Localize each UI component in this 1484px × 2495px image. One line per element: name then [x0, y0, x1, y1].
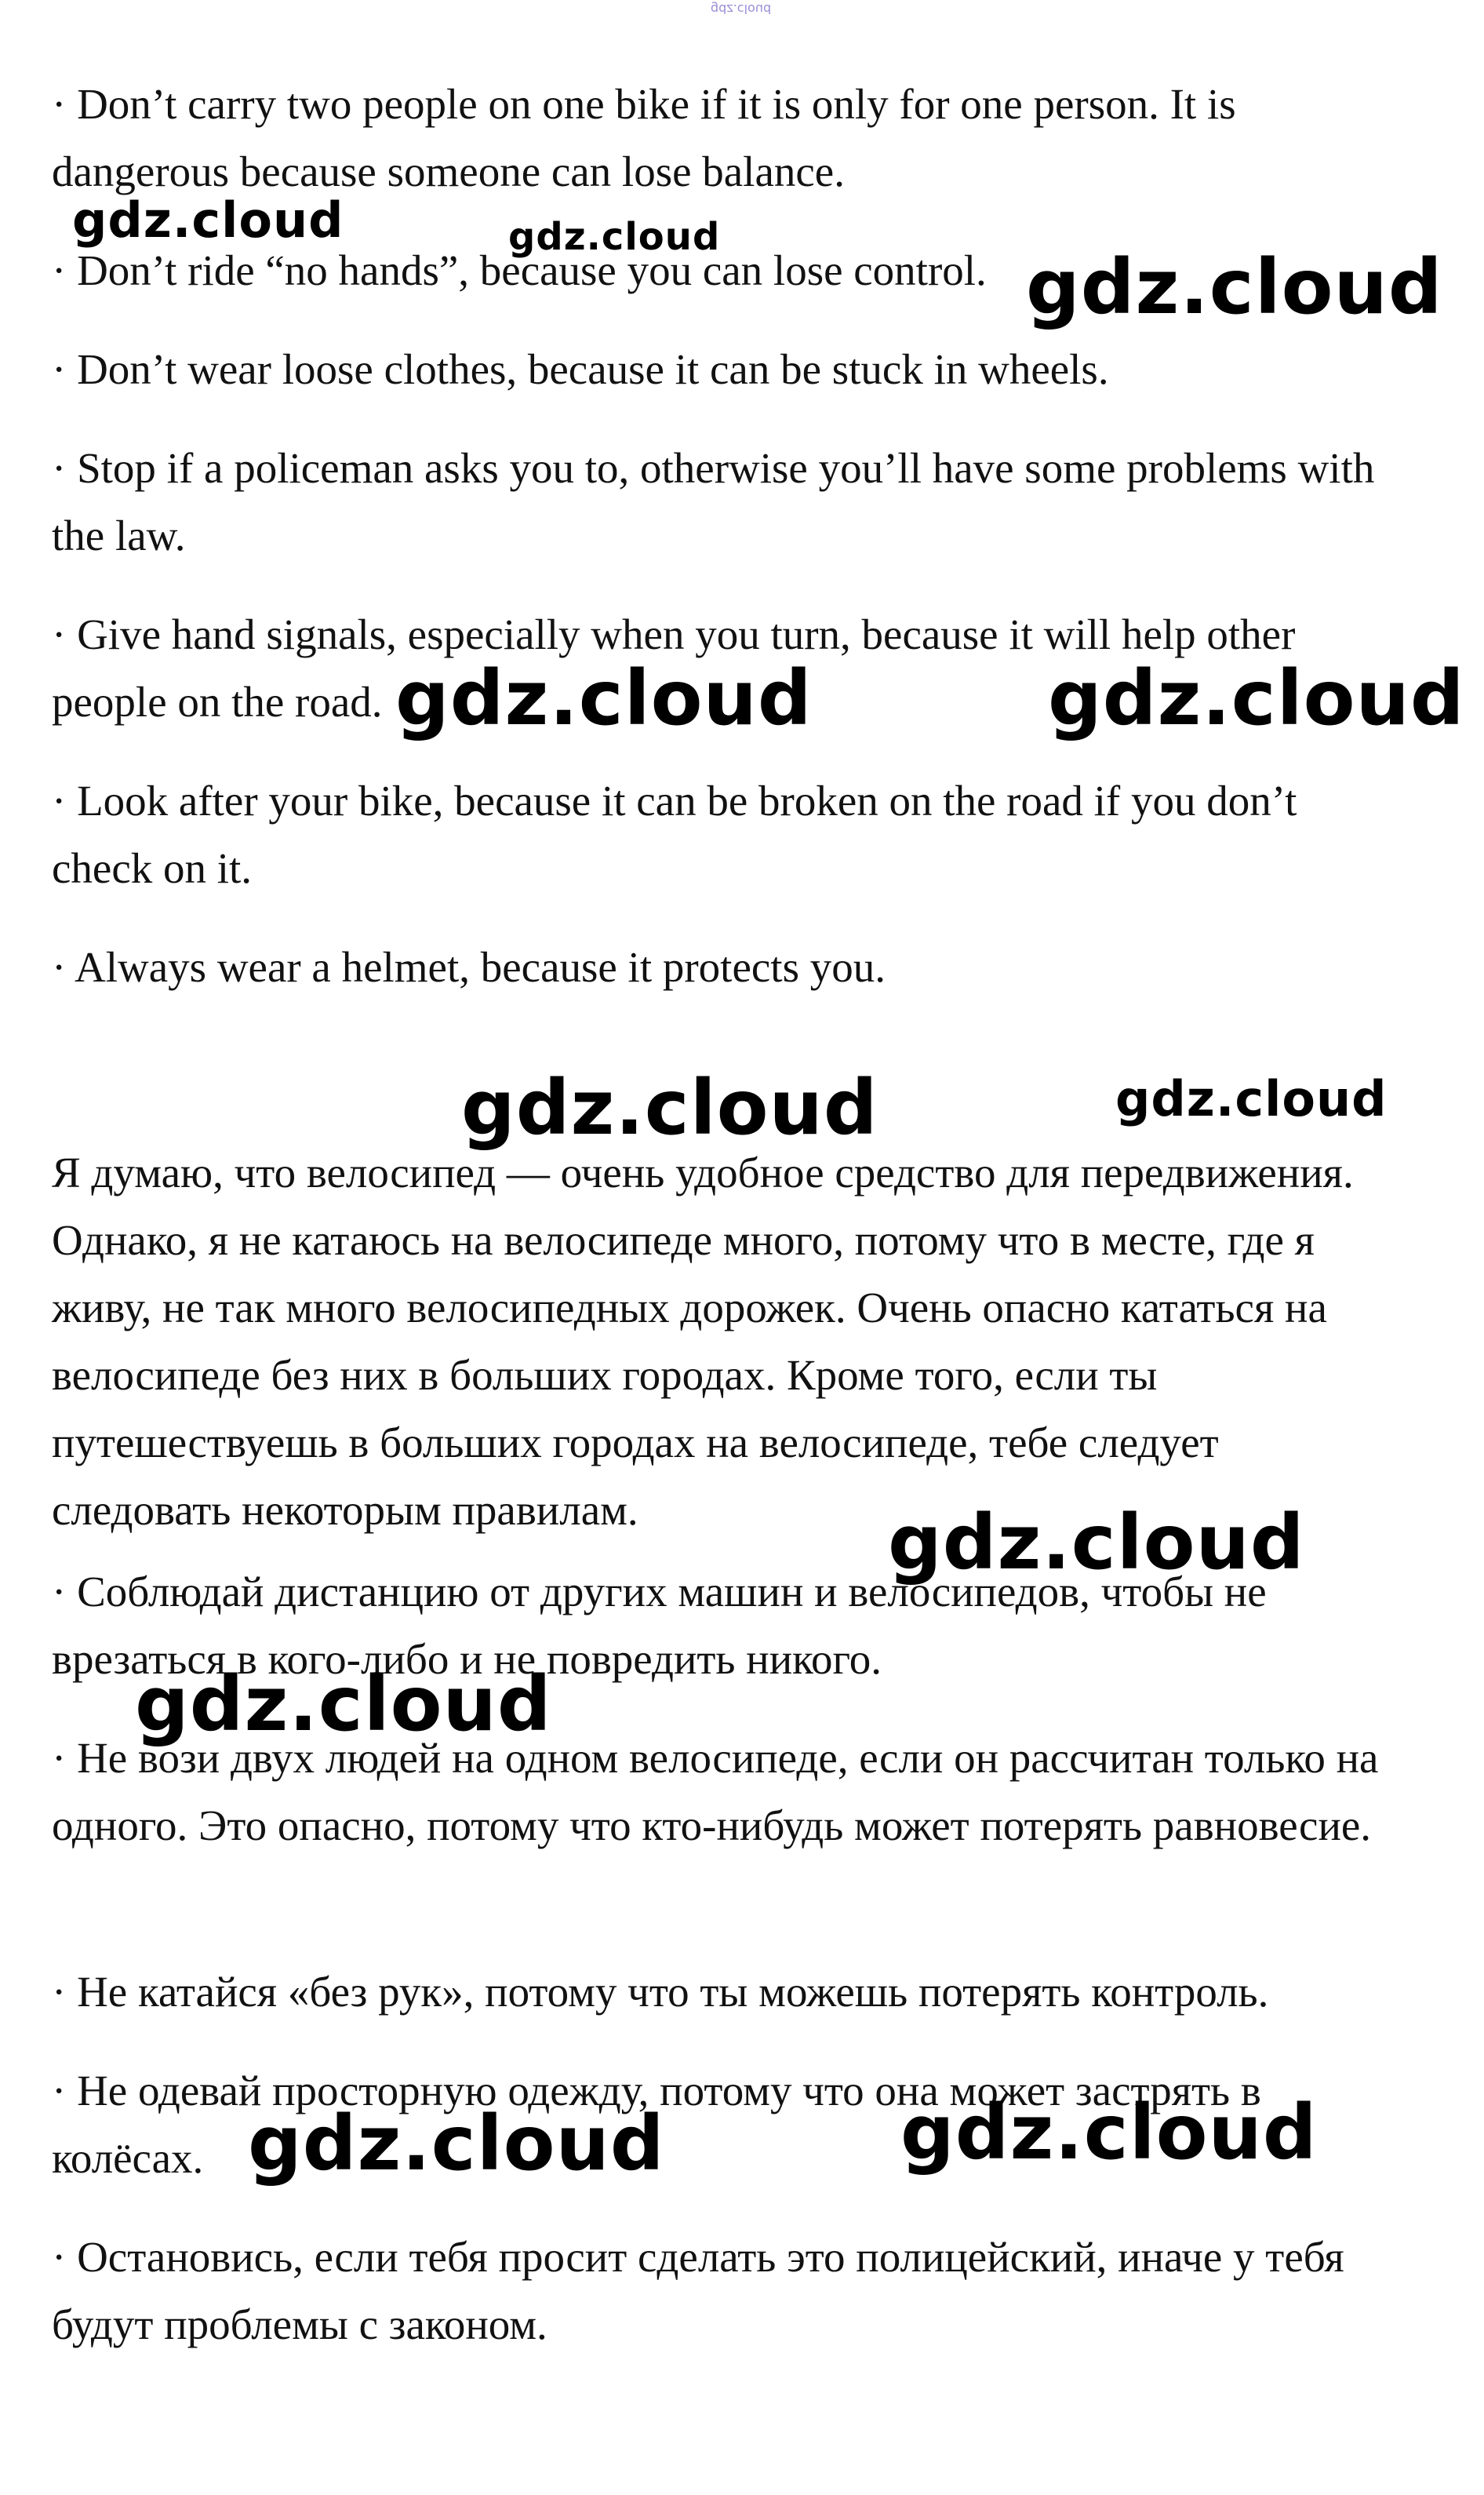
watermark: gdz.cloud	[508, 215, 721, 259]
watermark: gdz.cloud	[461, 1064, 878, 1152]
english-rule-look-after-bike: · Look after your bike, because it can be broken on the road if you don’t check on it.	[52, 777, 1297, 892]
english-rule-stop-policeman: · Stop if a policeman asks you to, otherwise you’ll have some problems with the law.	[52, 444, 1375, 559]
watermark: gdz.cloud	[888, 1499, 1305, 1586]
watermark: gdz.cloud	[248, 2100, 665, 2187]
header-mirrored-watermark: gdz.cloud	[711, 2, 772, 16]
russian-rule-carry-two-people: · Не вози двух людей на одном велосипеде, если он рассчитан только на одного. Это опасно, потому что кто-нибудь может потерять равновесие.	[52, 1734, 1379, 1849]
watermark: gdz.cloud	[1048, 654, 1465, 742]
russian-rule-loose-clothes: · Не одевай просторную одежду, потому что она может застрять в колёсах.	[52, 2067, 1261, 2182]
russian-rule-no-hands: · Не катайся «без рук», потому что ты можешь потерять контроль.	[52, 1968, 1269, 2016]
english-rule-helmet: · Always wear a helmet, because it protects you.	[52, 943, 886, 991]
english-rule-loose-clothes: · Don’t wear loose clothes, because it can be stuck in wheels.	[52, 345, 1109, 393]
russian-rule-distance: · Соблюдай дистанцию от других машин и велосипедов, чтобы не врезаться в кого-либо и не повредить никого.	[52, 1568, 1267, 1683]
watermark: gdz.cloud	[1115, 1070, 1388, 1127]
watermark: gdz.cloud	[72, 191, 344, 249]
russian-rule-stop-policeman: · Остановись, если тебя просит сделать это полицейский, иначе у тебя будут проблемы с законом.	[52, 2233, 1344, 2348]
watermark: gdz.cloud	[135, 1660, 552, 1748]
english-rule-no-hands: · Don’t ride “no hands”, because you can lose control.	[52, 246, 987, 294]
english-rule-hand-signals: · Give hand signals, especially when you turn, because it will help other people on the road.	[52, 610, 1296, 726]
watermark: gdz.cloud	[395, 654, 813, 742]
russian-intro-paragraph: Я думаю, что велосипед — очень удобное средство для передвижения. Однако, я не катаюсь на велосипеде много, потому что в месте, где я живу, не так много велосипедных дорожек. Очень опасно кататься на велосипеде без них в больших городах. Кроме того, если ты путешествуешь в больших городах на велосипеде, тебе следует следовать некоторым правилам.	[52, 1149, 1354, 1534]
watermark: gdz.cloud	[1026, 243, 1443, 331]
english-rule-carry-two-people: · Don’t carry two people on one bike if it is only for one person. It is dangerous because someone can lose balance.	[52, 80, 1236, 195]
watermark: gdz.cloud	[900, 2089, 1318, 2176]
